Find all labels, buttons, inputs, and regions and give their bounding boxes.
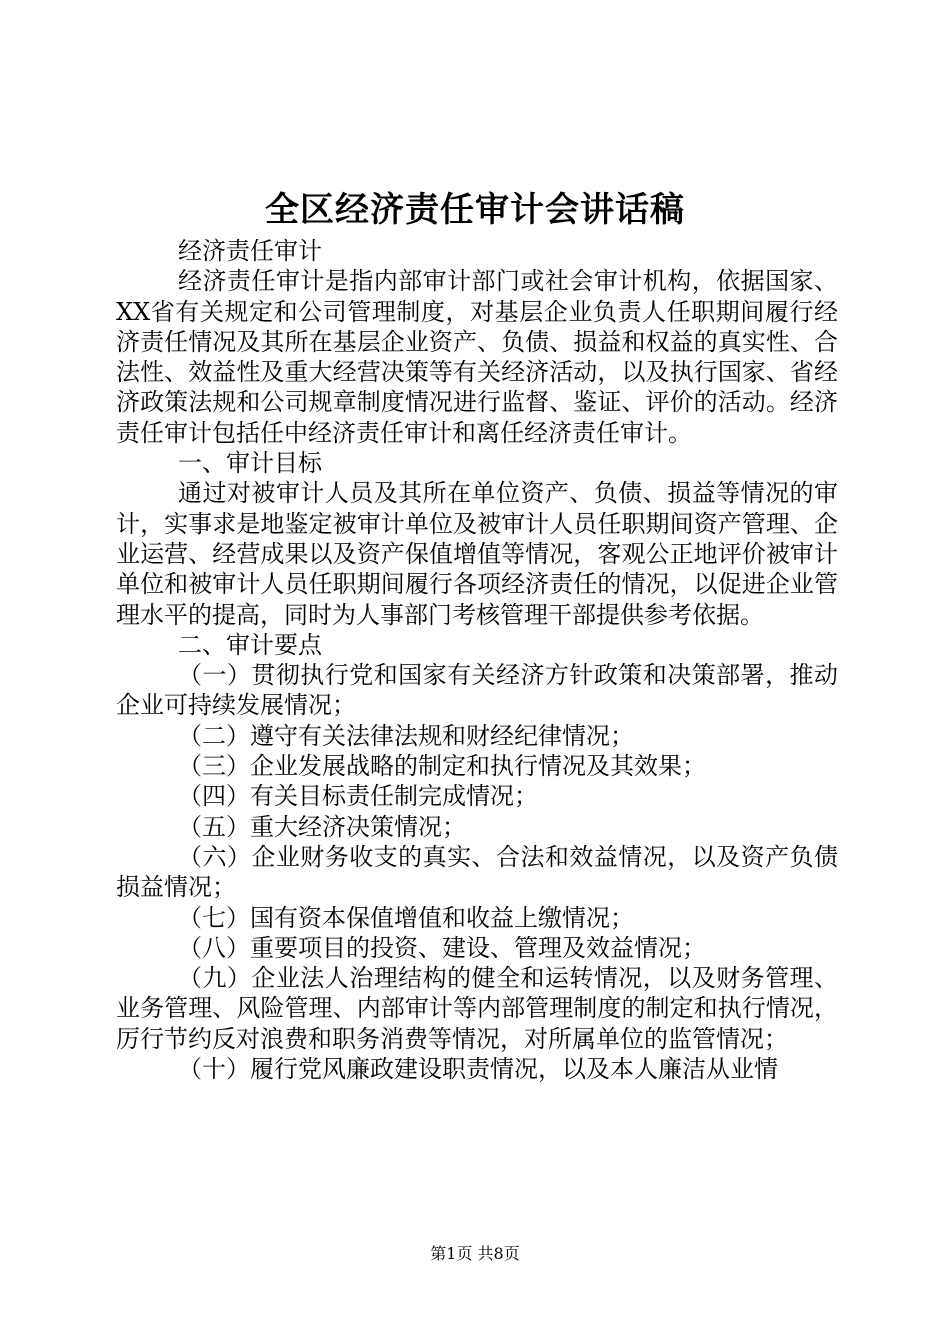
list-item-5: （五）重大经济决策情况； xyxy=(178,812,466,841)
list-item-1: （一）贯彻执行党和国家有关经济方针政策和决策部署，推动企业可持续发展情况； xyxy=(116,661,838,720)
section-heading-objectives: 一、审计目标 xyxy=(178,449,322,478)
list-item-8: （八）重要项目的投资、建设、管理及效益情况； xyxy=(178,933,706,962)
list-item-3: （三）企业发展战略的制定和执行情况及其效果； xyxy=(178,752,706,781)
paragraph-objectives: 通过对被审计人员及其所在单位资产、负债、损益等情况的审计，实事求是地鉴定被审计单位及被审计人员任职期间资产管理、企业运营、经营成果以及资产保值增值等情况，客观公正地评价被审计单位和被审计人员任职期间履行各项经济责任的情况，以促进企业管理水平的提高，同时为人事部门考核管理干部提供参考依据。 xyxy=(116,479,838,629)
list-item-10: （十）履行党风廉政建设职责情况，以及本人廉洁从业情 xyxy=(178,1055,778,1084)
list-item-2: （二）遵守有关法律法规和财经纪律情况； xyxy=(178,721,634,750)
paragraph-definition: 经济责任审计是指内部审计部门或社会审计机构，依据国家、XX省有关规定和公司管理制度，对基层企业负责人任职期间履行经济责任情况及其所在基层企业资产、负债、损益和权益的真实性、合法性、效益性及重大经营决策等有关经济活动，以及执行国家、省经济政策法规和公司规章制度情况进行监督、鉴证、评价的活动。经济责任审计包括任中经济责任审计和离任经济责任审计。 xyxy=(116,267,838,447)
section-heading-key-points: 二、审计要点 xyxy=(178,630,322,659)
document-body xyxy=(116,236,838,1084)
list-item-6: （六）企业财务收支的真实、合法和效益情况，以及资产负债损益情况； xyxy=(116,842,838,902)
list-item-7: （七）国有资本保值增值和收益上缴情况； xyxy=(178,903,634,932)
paragraph-heading-audit: 经济责任审计 xyxy=(178,237,322,265)
list-item-4: （四）有关目标责任制完成情况； xyxy=(178,782,538,811)
document-title: 全区经济责任审计会讲话稿 xyxy=(265,190,685,230)
page-number-footer: 第1页 共8页 xyxy=(430,1244,520,1263)
list-item-9: （九）企业法人治理结构的健全和运转情况，以及财务管理、业务管理、风险管理、内部审计等内部管理制度的制定和执行情况，厉行节约反对浪费和职务消费等情况，对所属单位的监管情况； xyxy=(116,964,838,1053)
